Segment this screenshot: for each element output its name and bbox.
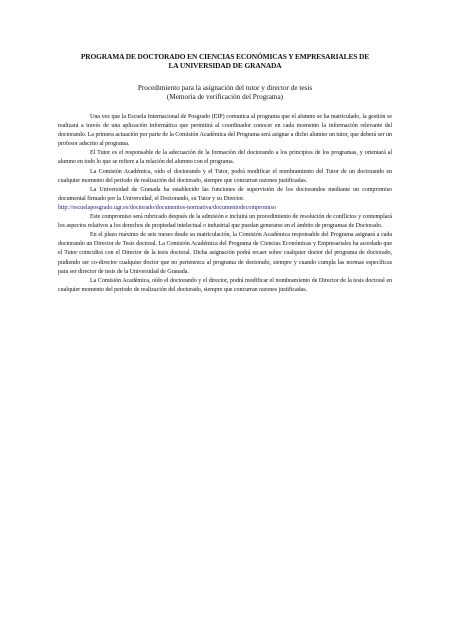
paragraph-commitment-details: Este compromiso será rubricado después de la admisión e incluirá un procedimiento de resolución de conflictos y contemplará los aspectos relativos a los derechos de propiedad intelectual o industrial que puedan generarse en el ámbito de programas de Doctorado.	[58, 214, 392, 230]
paragraph-tutor-role: El Tutor es el responsable de la adecuación de la formación del doctorando a los principios de los programas, y orientará al alumno en todo lo que se refiere a la relación del alumno con el programa.	[58, 150, 392, 166]
paragraph-director-assignment: En el plazo máximo de seis meses desde su matriculación, la Comisión Académica responsable del Programa asignará a cada doctorando un Director de Tesis doctoral. La Comisión Académica del Programa de Ciencias Económicas y Empresariales ha acordado que el Tutor coincidirá con el Director de la tesis doctoral. Dicha asignación podrá recaer sobre cualquier doctor del programa de doctorado, pudiendo ser co-director cualquier doctor que no pertenezca al programa de doctorado, siempre y cuando cumpla las normas específicas para ser director de tesis de la Universidad de Granada.	[58, 232, 392, 275]
document-subtitle-line1: Procedimiento para la asignación del tutor y director de tesis	[137, 84, 313, 92]
document-subtitle	[58, 84, 392, 102]
document-title	[58, 52, 392, 70]
document-subtitle-line2: (Memoria de verificación del Programa)	[166, 93, 284, 101]
document-page	[58, 52, 392, 295]
document-title-line2: LA UNIVERSIDAD DE GRANADA	[168, 61, 282, 70]
paragraph-eip-matriculation: Una vez que la Escuela Internacional de Posgrado (EIP) comunica al programa que el alumno se ha matriculado, la gestión se realizará a través de una aplicación informática que permitirá al coordinador conocer en cada momento la información relevante del doctorando. La primera actuación por parte de la Comisión Académica del Programa será asignar a dicho alumno un tutor, que deberá ser un profesor adscrito al programa.	[58, 114, 392, 148]
paragraph-supervision-commitment: La Universidad de Granada ha establecido las funciones de supervisión de los doctorandos mediante un compromiso documental firmado por la Universidad, el Doctorando, su Tutor y su Director.	[58, 186, 392, 202]
paragraph-tutor-modification: La Comisión Académica, oído el doctorando y el Tutor, podrá modificar el nombramiento del Tutor de un doctorando en cualquier momento del periodo de realización del doctorado, siempre que concurran razones justificadas.	[58, 168, 392, 184]
document-title-line1: PROGRAMA DE DOCTORADO EN CIENCIAS ECONÓMICAS Y EMPRESARIALES DE	[80, 52, 370, 61]
commitment-document-link[interactable]: http://escuelaposgrado.ugr.es/doctorado/documentos-normativa/documentodecompromiso	[58, 204, 276, 211]
paragraph-director-modification: La Comisión Académica, oído el doctorando y el director, podrá modificar el nombramiento de Director de la tesis doctoral en cualquier momento del periodo de realización del doctorado, siempre que concurran razones justificadas.	[58, 277, 392, 293]
